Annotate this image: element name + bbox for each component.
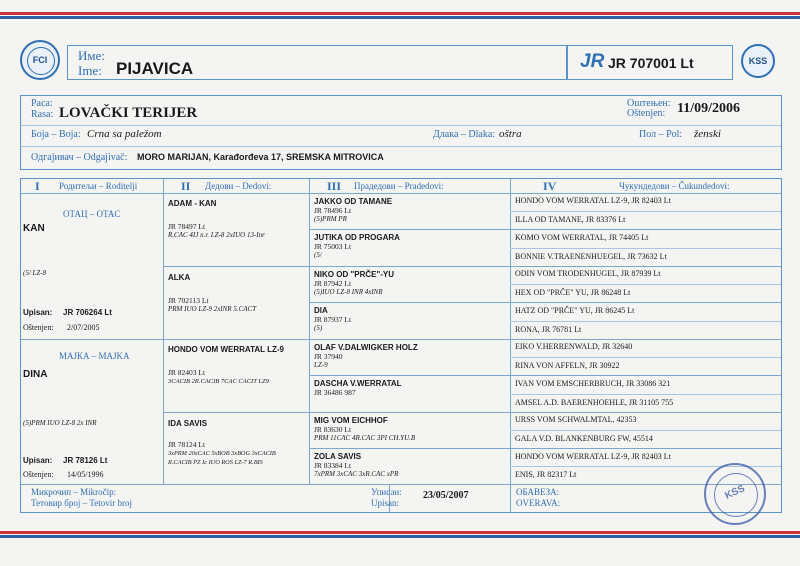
grandparent-titles: 3xPRM 20xCAC 5xBOB 3xBOG 3xCACIB [168,450,276,457]
grandparent-name: IDA SAVIS [168,419,208,428]
sire-upisan: JR 706264 Lt [63,308,112,317]
great-grandparent-name: NIKO OD "PRČE"-YU [314,270,395,279]
great-grandparent-name: DIA [314,306,328,315]
great-grandparent-cell [310,195,510,226]
col-IV-num: IV [543,179,557,193]
great-great-grandparent: AMSEL A.D. BAERENHOEHLE, JR 31105 755 [515,398,674,407]
dog-name: PIJAVICA [116,59,194,78]
sire-label: ОТАЦ – OTAC [63,209,121,219]
col-II-num: II [181,179,191,193]
great-great-grandparent: URSS VOM SCHWALMTAL, 42353 [515,415,637,424]
ggp-divider-1 [309,229,781,230]
parents-divider [21,339,781,340]
great-great-grandparent: ODIN VOM TRODENHUGEL, JR 87939 Lt [515,269,661,278]
ggg-line [510,394,781,395]
sex-value: ženski [694,128,721,140]
kss-logo-text: KSS [748,56,768,66]
sire-titles: (5/ LZ-8 [23,269,47,277]
grandparent-reg: JR 702113 Lt [168,296,209,305]
great-grandparent-reg: JR 87937 Lt [314,315,352,324]
great-grandparent-name: JAKKO OD TAMANE [314,197,393,206]
great-grandparent-cell [310,414,510,445]
top-blue-stripe [0,16,800,19]
fci-logo [20,40,60,80]
registered-date: 23/05/2007 [423,490,469,501]
grandparent-name: ALKA [168,273,191,282]
sex-label: Пол – Pol: [639,129,683,140]
grandparent-titles: 3CACIB 2R.CACIB 7CAC CACIT LZ9 [168,378,269,385]
registered-label-cyr: Уписан: [371,487,402,497]
reg-prefix: JR [580,51,605,72]
great-grandparent-name: ZOLA SAVIS [314,452,362,461]
dam-titles: (5)PRM IUO LZ-8 2x INR [23,419,97,427]
great-grandparent-titles: (5)IUO LZ-8 INR 4xINR [314,288,383,296]
great-grandparent-titles: (5) [314,324,323,332]
sire-upisan-label: Upisan: [23,308,53,317]
dam-upisan: JR 78126 Lt [63,456,108,465]
info-divider-1 [21,125,781,126]
kss-logo [741,44,775,78]
sire-ostenjen: 2/07/2005 [67,323,100,332]
great-grandparent-titles: (5/ [314,251,322,259]
great-great-grandparent: HONDO VOM WERRATAL LZ-9, JR 82403 Lt [515,196,671,205]
great-grandparent-reg: JR 78496 Lt [314,206,352,215]
top-red-stripe [0,12,800,15]
ggg-line [510,248,781,249]
great-grandparent-name: OLAF V.DALWIGKER HOLZ [314,343,418,352]
fci-logo-text: FCI [32,55,48,65]
info-box [20,95,782,170]
great-great-grandparent: GALA V.D. BLANKENBURG FW, 45514 [515,434,653,443]
registration-box [567,45,733,80]
great-grandparent-cell [310,341,510,372]
ggg-line [510,284,781,285]
info-divider-2 [21,146,781,147]
great-grandparent-name: JUTIKA OD PROGARA [314,233,400,242]
stamp-text: KSS [723,483,747,502]
bottom-red-stripe [0,531,800,534]
great-great-grandparent: ILLA OD TAMANE, JR 83376 Lt [515,215,626,224]
sire-name: KAN [23,223,45,234]
col-I-label: Родитељи – Roditelji [59,181,138,191]
great-great-grandparent: IVAN VOM EMSCHERBRUCH, JR 33086 321 [515,379,671,388]
great-grandparent-titles: LZ-9 [314,361,328,369]
grandparent-cell [164,197,309,242]
col-I-num: I [35,179,40,193]
grandparent-name: HONDO VOM WERRATAL LZ-9 [168,345,284,354]
obligations-lat: OVERAVA: [516,498,561,508]
breed-label-cyr: Раса: [31,98,53,109]
great-grandparent-reg: JR 36486 987 [314,388,356,397]
dam-name: DINA [23,369,48,380]
great-great-grandparent: KOMO VOM WERRATAL, JR 74405 Lt [515,233,649,242]
whelped-label-cyr: Оштењен: [627,98,671,109]
great-grandparent-titles: PRM 11CAC 4R.CAC 3PI CH.YU.B [314,434,416,442]
col-III-num: III [327,179,342,193]
col-IV-label: Чукундедови – Čukundedovi: [619,181,730,191]
great-grandparent-cell [310,268,510,299]
grandparent-reg: JR 82403 Lt [168,368,206,377]
great-grandparent-cell [310,377,510,399]
great-grandparent-reg: JR 75003 Lt [314,242,352,251]
pedigree-table [20,178,782,513]
breed-label-lat: Rasa: [31,109,54,120]
dam-label: МАЈКА – MAJKA [59,351,130,361]
sire-ostenjen-label: Oštenjen: [23,323,54,332]
grandparent-titles: PRM IUO LZ-9 2xINR 5.CACT [168,305,257,313]
great-grandparent-reg: JR 87942 Lt [314,279,352,288]
great-great-grandparent: HATZ OD "PRČE" YU, JR 86245 Lt [515,306,635,315]
breed: LOVAČKI TERIJER [59,105,198,121]
grandparent-reg: JR 78124 Lt [168,440,206,449]
name-label-lat: Ime: [78,63,102,78]
great-great-grandparent: HEX OD "PRČE" YU, JR 86248 Lt [515,288,631,297]
gp-divider-2 [163,412,781,413]
grandparent-cell [164,343,309,388]
header-divider [21,193,781,194]
gp-divider-1 [163,266,781,267]
great-grandparent-cell [310,450,510,481]
great-great-grandparent: RONA, JR 76781 Lt [515,325,582,334]
breeder-label: Одгајивач – Odgajivač: [31,152,128,163]
great-grandparent-reg: JR 83630 Lt [314,425,352,434]
ggp-divider-3 [309,375,781,376]
great-grandparent-name: MIG VOM EICHHOF [314,416,388,425]
grandparent-titles: R.CAC 4IJ n.r. LZ-8 2xIUO 13-Inr [168,231,265,239]
great-great-grandparent: EIKO V.HERRENWALD, JR 32640 [515,342,633,351]
ggg-line [510,357,781,358]
bottom-blue-stripe [0,535,800,538]
ggg-line [510,211,781,212]
name-box [67,45,567,80]
whelped-date: 11/09/2006 [677,101,741,116]
obligations-cyr: ОБАВЕЗА: [516,487,560,497]
great-great-grandparent: HONDO VOM WERRATAL LZ-9, JR 82403 Lt [515,452,671,461]
dam-upisan-label: Upisan: [23,456,53,465]
coat-label: Длака – Dlaka: [433,129,496,140]
dam-ostenjen: 14/05/1996 [67,470,104,479]
grandparent-cell [164,271,309,316]
great-great-grandparent: BONNIE V.TRAENENHUEGEL, JR 73632 Lt [515,252,667,261]
great-grandparent-titles: 7xPRM 3xCAC 3xR.CAC xPR [314,470,399,478]
chip-label-lat: Тетовир број – Tetovir broj [31,498,132,508]
coat-value: oštra [499,128,522,140]
great-grandparent-titles: (5)PRM PR [314,215,347,223]
footer-divider [21,484,781,485]
grandparent-name: ADAM - KAN [168,199,217,208]
dam-ostenjen-label: Oštenjen: [23,470,54,479]
great-grandparent-name: DASCHA V.WERRATAL [314,379,402,388]
grandparent-titles-2: R.CACIB PZ Ic IUO ROS LZ-7 R.BIS [168,459,263,466]
breeder-value: MORO MARIJAN, Karađorđeva 17, SREMSKA MITROVICA [137,152,384,162]
color-label: Боја – Boja: [31,129,81,140]
ggg-line [510,430,781,431]
great-great-grandparent: ENIS, JR 82317 Lt [515,470,577,479]
color-value: Crna sa paležom [87,128,162,140]
ggp-divider-2 [309,302,781,303]
great-great-grandparent: RINA VON AFFELN, JR 30922 [515,361,620,370]
great-grandparent-reg: JR 83384 Lt [314,461,352,470]
name-label-cyr: Име: [78,48,105,63]
great-grandparent-cell [310,231,510,262]
great-grandparent-reg: JR 37940 [314,352,343,361]
col-III-label: Прадедови – Pradedovi: [354,181,444,191]
chip-label-cyr: Микрочип – Mikročip: [31,487,117,497]
registered-label-lat: Upisan: [371,498,399,508]
great-grandparent-cell [310,304,510,335]
whelped-label-lat: Oštenjen: [627,108,666,119]
official-stamp [704,463,766,525]
ggg-line [510,321,781,322]
grandparent-reg: JR 78497 Lt [168,222,206,231]
col-II-label: Дедови – Dedovi: [205,181,272,191]
grandparent-cell [164,417,309,469]
registration-number: JR 707001 Lt [608,55,694,71]
ggp-divider-4 [309,448,781,449]
